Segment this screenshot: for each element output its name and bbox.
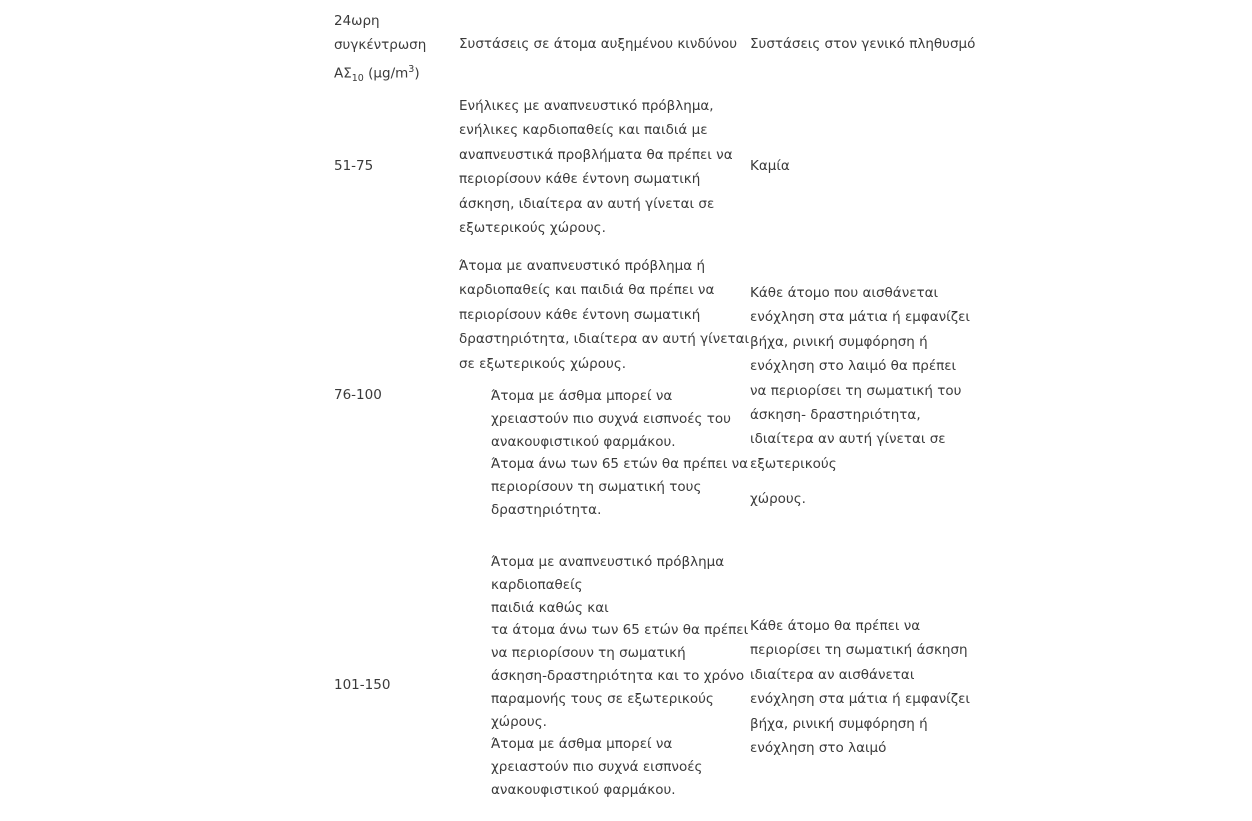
list-line: παιδιά καθώς και [491, 599, 609, 616]
text-line: Ενήλικες με αναπνευστικό πρόβλημα, [459, 98, 714, 114]
list-line: άσκηση-δραστηριότητα και το χρόνο [491, 667, 745, 684]
list-line: δραστηριότητα. [491, 501, 602, 518]
list-line: χρειαστούν πιο συχνά εισπνοές του [491, 410, 731, 427]
text-line: ιδιαίτερα αν αυτή γίνεται σε [750, 431, 946, 448]
row-general [750, 281, 970, 476]
row-general-tail: χώρους. [750, 491, 806, 507]
text-line: ιδιαίτερα αν αισθάνεται [750, 666, 915, 683]
text-line: Άτομα με αναπνευστικό πρόβλημα ή [459, 258, 706, 274]
text-line: ενόχληση στα μάτια ή εμφανίζει [750, 691, 970, 708]
row-range: 76-100 [334, 387, 382, 403]
header-concentration [334, 9, 426, 91]
row-high-risk-list [491, 385, 748, 522]
list-line: Άτομα με άσθμα μπορεί να [491, 388, 673, 404]
list-line: Άτομα με αναπνευστικό πρόβλημα [491, 554, 725, 570]
text-line: περιορίσουν κάθε έντονη σωματική [459, 171, 701, 188]
row-high-risk [459, 254, 749, 376]
list-line: να περιορίσουν τη σωματική [491, 645, 686, 662]
text-line: δραστηριότητα, ιδιαίτερα αν αυτή γίνεται [459, 331, 750, 348]
row-range: 51-75 [334, 158, 374, 174]
text-line: βήχα, ρινική συμφόρηση ή [750, 333, 928, 350]
list-line: παραμονής τους σε εξωτερικούς [491, 690, 714, 707]
text-line: εξωτερικούς χώρους. [459, 220, 606, 237]
header-concentration-line2: συγκέντρωση [334, 37, 427, 54]
text-line: άσκηση, ιδιαίτερα αν αυτή γίνεται σε [459, 195, 715, 212]
list-line: χρειαστούν πιο συχνά εισπνοές [491, 759, 703, 776]
text-line: Κάθε άτομο που αισθάνεται [750, 285, 939, 301]
row-high-risk-list [491, 551, 748, 802]
text-line: εξωτερικούς [750, 455, 837, 472]
text-line: ενόχληση στο λαιμό θα πρέπει [750, 358, 957, 375]
text-line: περιορίσουν κάθε έντονη σωματική [459, 306, 701, 323]
row-range: 101-150 [334, 677, 391, 693]
list-line: Άτομα με άσθμα μπορεί να [491, 736, 673, 753]
text-line: βήχα, ρινική συμφόρηση ή [750, 715, 928, 732]
list-line: Άτομα άνω των 65 ετών θα πρέπει να [491, 456, 749, 473]
row-high-risk [459, 94, 733, 240]
text-line: ενήλικες καρδιοπαθείς και παιδιά με [459, 122, 708, 139]
text-line: ενόχληση στα μάτια ή εμφανίζει [750, 309, 970, 326]
list-line: τα άτομα άνω των 65 ετών θα πρέπει [491, 622, 749, 639]
text-line: ενόχληση στο λαιμό [750, 740, 887, 757]
text-line: άσκηση- δραστηριότητα, [750, 407, 921, 424]
list-line: περιορίσουν τη σωματική τους [491, 479, 702, 496]
list-line: χώρους. [491, 713, 547, 730]
text-line: Κάθε άτομο θα πρέπει να [750, 618, 921, 634]
text-line: καρδιοπαθείς και παιδιά θα πρέπει να [459, 282, 715, 299]
header-general: Συστάσεις στον γενικό πληθυσμό [750, 36, 976, 52]
list-line: ανακουφιστικού φαρμάκου. [491, 781, 676, 798]
header-concentration-line1: 24ωρη [334, 13, 380, 29]
text-line: να περιορίσει τη σωματική του [750, 382, 962, 399]
header-high-risk: Συστάσεις σε άτομα αυξημένου κινδύνου [459, 36, 738, 52]
text-line: αναπνευστικά προβλήματα θα πρέπει να [459, 146, 733, 163]
row-general [750, 614, 970, 760]
text-line: περιορίσει τη σωματική άσκηση [750, 642, 968, 659]
list-line: ανακουφιστικού φαρμάκου. [491, 433, 676, 450]
list-line: καρδιοπαθείς [491, 576, 583, 593]
text-line: σε εξωτερικούς χώρους. [459, 355, 627, 372]
row-general: Καμία [750, 158, 790, 174]
header-concentration-line3: $A\Sigma_{10}$ $(\mu g/m^3)$ [334, 63, 420, 84]
